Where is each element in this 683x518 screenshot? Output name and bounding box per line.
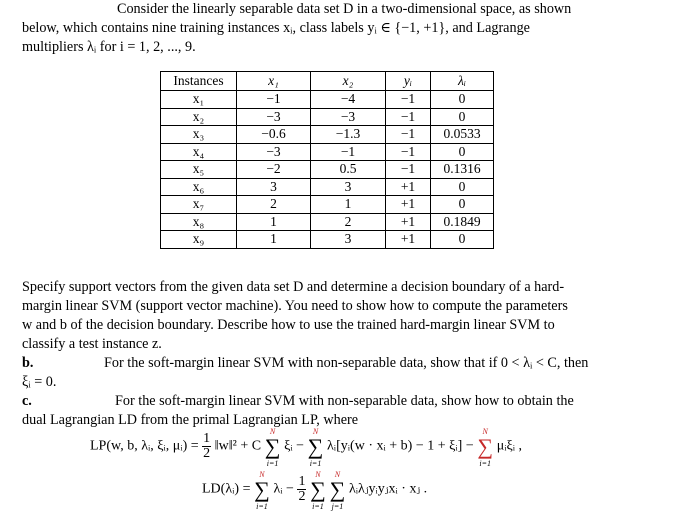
- primal-lhs: LP(w, b, λᵢ, ξᵢ, μᵢ) =: [90, 438, 199, 454]
- table-row: [161, 126, 494, 144]
- value-cell: 0: [431, 231, 494, 249]
- primal-term-3: λᵢ[yᵢ(w · xᵢ + b) − 1 + ξᵢ] −: [327, 438, 474, 454]
- value-cell: 0: [431, 91, 494, 109]
- value-cell: 0.0533: [431, 126, 494, 144]
- question-a-line-4: classify a test instance z.: [22, 336, 162, 352]
- value-cell: −3: [237, 143, 311, 161]
- primal-term-2: ξᵢ −: [284, 438, 305, 454]
- dual-half-fraction: [297, 475, 306, 504]
- value-cell: +1: [386, 231, 431, 249]
- value-cell: 0.1849: [431, 213, 494, 231]
- value-cell: −1: [311, 143, 386, 161]
- table-row: [161, 178, 494, 196]
- question-c-label: c.: [22, 393, 32, 409]
- value-cell: −1.3: [311, 126, 386, 144]
- dual-term-1: λᵢ −: [273, 481, 294, 497]
- value-cell: 2: [237, 196, 311, 214]
- intro-line-1: Consider the linearly separable data set D in a two-dimensional space, as shown: [117, 1, 572, 17]
- value-cell: −0.6: [237, 126, 311, 144]
- question-c-line-1: For the soft-margin linear SVM with non-separable data, show how to obtain the: [115, 393, 574, 409]
- value-cell: 1: [311, 196, 386, 214]
- value-cell: −1: [386, 108, 431, 126]
- table-row: [161, 143, 494, 161]
- training-data-table: [160, 71, 494, 249]
- value-cell: 3: [311, 231, 386, 249]
- question-a-line-1: Specify support vectors from the given data set D and determine a decision boundary of a hard-: [22, 279, 565, 295]
- value-cell: −1: [386, 91, 431, 109]
- instance-cell: x₂: [161, 108, 237, 126]
- table-row: [161, 196, 494, 214]
- value-cell: 1: [237, 231, 311, 249]
- table-row: [161, 161, 494, 179]
- summation-symbol: N ∑ i=1: [310, 469, 326, 511]
- primal-half-fraction: [202, 432, 211, 461]
- value-cell: 0: [431, 196, 494, 214]
- dual-lagrangian-formula: [202, 469, 428, 511]
- value-cell: −1: [237, 91, 311, 109]
- intro-line-3: multipliers λᵢ for i = 1, 2, ..., 9.: [22, 39, 196, 55]
- table-row: [161, 231, 494, 249]
- question-b-label: b.: [22, 355, 34, 371]
- value-cell: 0: [431, 143, 494, 161]
- value-cell: −3: [311, 108, 386, 126]
- value-cell: 1: [237, 213, 311, 231]
- fraction-numerator: 1: [203, 431, 211, 446]
- intro-line-2: below, which contains nine training instances xᵢ, class labels yᵢ ∈ {−1, +1}, and Lagrange: [22, 20, 530, 36]
- value-cell: 0.1316: [431, 161, 494, 179]
- value-cell: −2: [237, 161, 311, 179]
- header-x2: x₂: [311, 72, 386, 91]
- instance-cell: x₅: [161, 161, 237, 179]
- dual-term-2: λᵢλⱼyᵢyⱼxᵢ · xⱼ .: [348, 481, 428, 497]
- question-a-line-3: w and b of the decision boundary. Describe how to use the trained hard-margin linear SVM to: [22, 317, 555, 333]
- fraction-denominator: 2: [203, 446, 211, 461]
- table-row: [161, 91, 494, 109]
- value-cell: −1: [386, 161, 431, 179]
- instance-cell: x₆: [161, 178, 237, 196]
- instance-cell: x₄: [161, 143, 237, 161]
- summation-symbol: N ∑ i=1: [254, 469, 270, 511]
- instance-cell: x₉: [161, 231, 237, 249]
- value-cell: +1: [386, 178, 431, 196]
- question-a-line-2: margin linear SVM (support vector machine). You need to show how to compute the parameters: [22, 298, 568, 314]
- table-header-row: [161, 72, 494, 91]
- primal-lagrangian-formula: [90, 426, 523, 468]
- summation-symbol: N ∑ i=1: [477, 426, 494, 468]
- value-cell: −1: [386, 126, 431, 144]
- value-cell: 0.5: [311, 161, 386, 179]
- dual-lhs: LD(λᵢ) =: [202, 481, 251, 497]
- question-b-line-2: ξᵢ = 0.: [22, 374, 57, 390]
- value-cell: 2: [311, 213, 386, 231]
- question-b-line-1: For the soft-margin linear SVM with non-separable data, show that if 0 < λᵢ < C, then: [104, 355, 589, 371]
- header-x1: x₁: [237, 72, 311, 91]
- summation-symbol: N ∑ i=1: [307, 426, 324, 468]
- primal-term-4: μᵢξᵢ ,: [496, 438, 523, 454]
- value-cell: 0: [431, 108, 494, 126]
- summation-symbol: N ∑ i=1: [264, 426, 281, 468]
- header-instances: Instances: [161, 72, 237, 91]
- value-cell: 3: [311, 178, 386, 196]
- value-cell: −4: [311, 91, 386, 109]
- header-lambda: λᵢ: [431, 72, 494, 91]
- instance-cell: x₈: [161, 213, 237, 231]
- instance-cell: x₇: [161, 196, 237, 214]
- value-cell: −3: [237, 108, 311, 126]
- value-cell: 0: [431, 178, 494, 196]
- header-y: yᵢ: [386, 72, 431, 91]
- primal-term-1: ‖w‖² + C: [214, 438, 262, 454]
- fraction-numerator: 1: [298, 474, 306, 489]
- value-cell: +1: [386, 196, 431, 214]
- table-row: [161, 213, 494, 231]
- table-row: [161, 108, 494, 126]
- instance-cell: x₁: [161, 91, 237, 109]
- summation-symbol: N ∑ j=1: [329, 469, 346, 511]
- value-cell: +1: [386, 213, 431, 231]
- instance-cell: x₃: [161, 126, 237, 144]
- value-cell: 3: [237, 178, 311, 196]
- question-c-line-2: dual Lagrangian LD from the primal Lagrangian LP, where: [22, 412, 359, 428]
- fraction-denominator: 2: [298, 489, 306, 504]
- value-cell: −1: [386, 143, 431, 161]
